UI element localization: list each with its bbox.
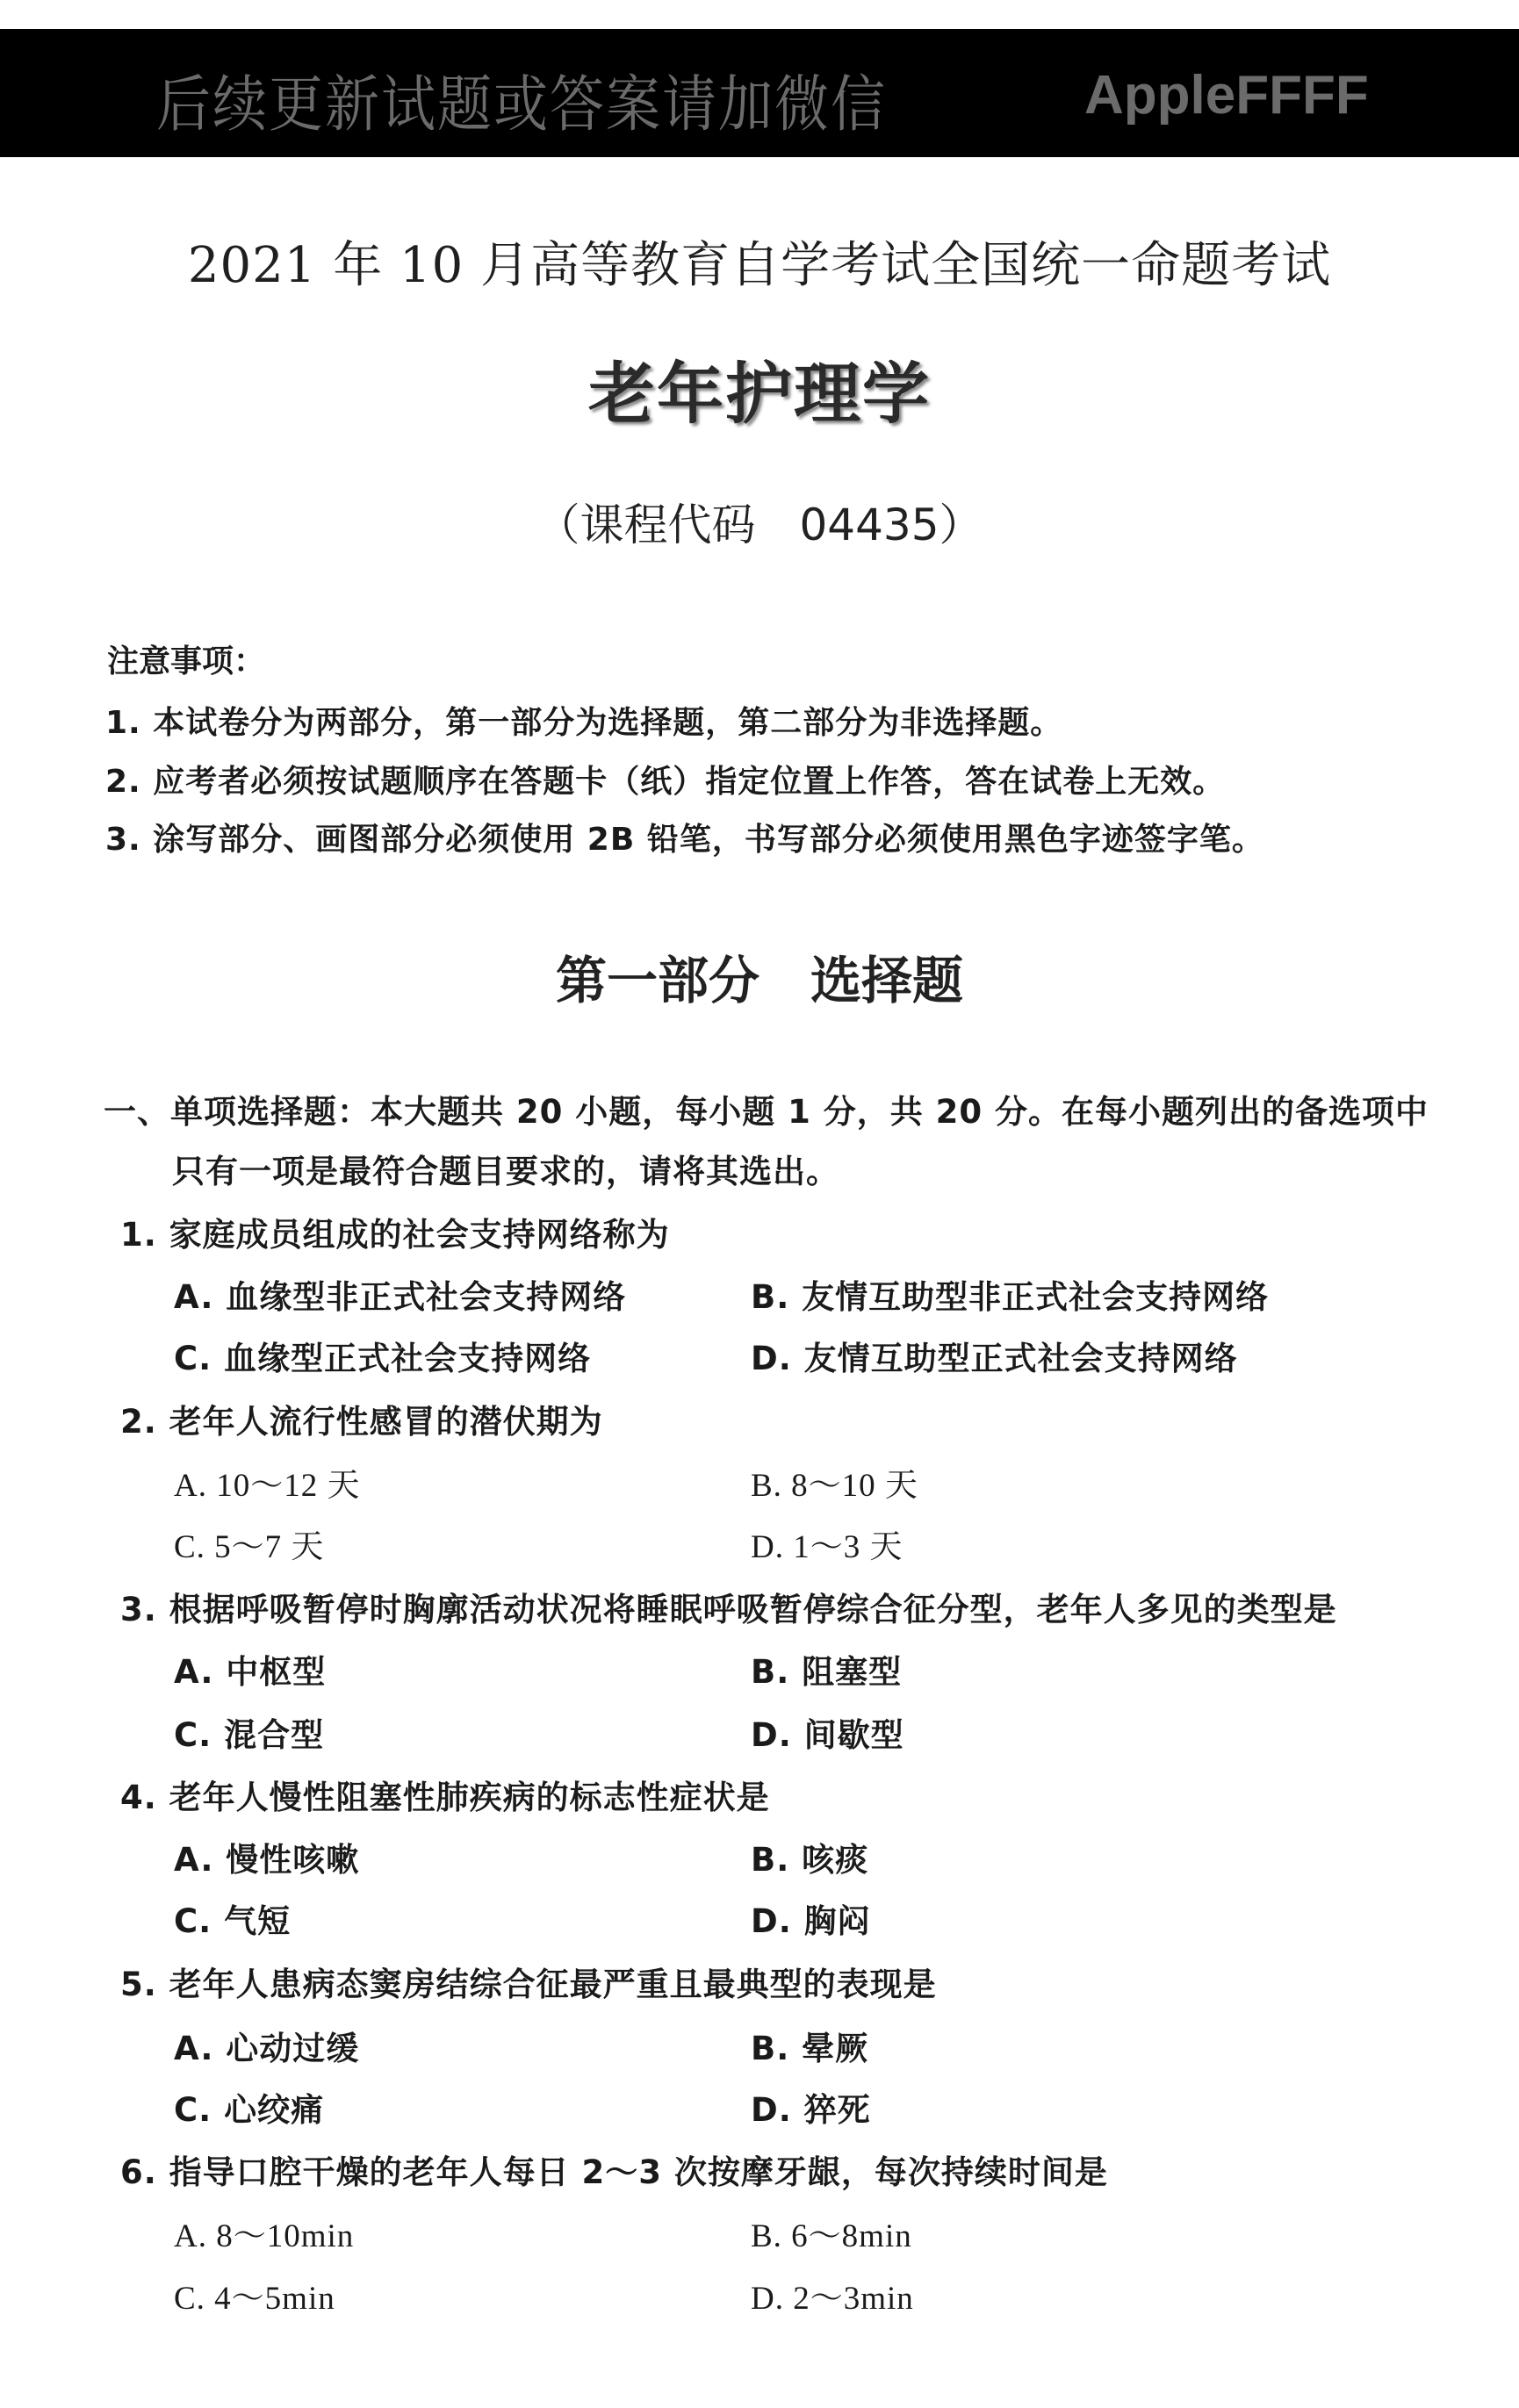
question-stem: 4. 老年人慢性阻塞性肺疾病的标志性症状是	[120, 1779, 770, 1816]
notice-item: 1. 本试卷分为两部分，第一部分为选择题，第二部分为非选择题。	[105, 705, 1063, 741]
option-c: C. 心绞痛	[174, 2091, 325, 2129]
option-d: D. 间歇型	[751, 1716, 904, 1754]
option-b: B. 8～10 天	[751, 1468, 918, 1504]
exam-title: 2021 年 10 月高等教育自学考试全国统一命题考试	[187, 237, 1332, 294]
option-b: B. 友情互助型非正式社会支持网络	[751, 1278, 1270, 1316]
question-stem: 3. 根据呼吸暂停时胸廓活动状况将睡眠呼吸暂停综合征分型，老年人多见的类型是	[120, 1591, 1337, 1628]
wechat-id: AppleFFFF	[1084, 65, 1369, 126]
option-a: A. 心动过缓	[174, 2030, 360, 2067]
option-c: C. 气短	[174, 1902, 292, 1940]
option-a: A. 8～10min	[174, 2218, 355, 2254]
notice-item: 3. 涂写部分、画图部分必须使用 2B 铅笔，书写部分必须使用黑色字迹签字笔。	[105, 822, 1264, 858]
option-d: D. 2～3min	[751, 2281, 914, 2317]
watermark-banner	[0, 29, 1519, 157]
option-d: D. 胸闷	[751, 1902, 871, 1940]
option-b: B. 阻塞型	[751, 1653, 903, 1691]
option-b: B. 咳痰	[751, 1841, 869, 1879]
option-a: A. 慢性咳嗽	[174, 1841, 360, 1879]
option-d: D. 1～3 天	[751, 1529, 903, 1565]
option-c: C. 血缘型正式社会支持网络	[174, 1340, 592, 1377]
option-c: C. 混合型	[174, 1716, 325, 1754]
option-d: D. 猝死	[751, 2091, 871, 2129]
option-d: D. 友情互助型正式社会支持网络	[751, 1340, 1238, 1377]
course-code: （课程代码 04435）	[536, 500, 983, 550]
question-stem: 5. 老年人患病态窦房结综合征最严重且最典型的表现是	[120, 1966, 937, 2003]
section-instructions: 一、单项选择题：本大题共 20 小题，每小题 1 分，共 20 分。在每小题列出的备选项中	[104, 1093, 1429, 1131]
option-c: C. 5～7 天	[174, 1529, 325, 1565]
banner-text: 后续更新试题或答案请加微信	[156, 68, 888, 140]
option-a: A. 血缘型非正式社会支持网络	[174, 1278, 627, 1316]
option-a: A. 10～12 天	[174, 1468, 361, 1504]
option-b: B. 晕厥	[751, 2030, 869, 2067]
option-b: B. 6～8min	[751, 2218, 912, 2254]
question-stem: 1. 家庭成员组成的社会支持网络称为	[120, 1216, 670, 1254]
question-stem: 2. 老年人流行性感冒的潜伏期为	[120, 1403, 603, 1441]
option-a: A. 中枢型	[174, 1653, 327, 1691]
subject-title: 老年护理学	[588, 355, 931, 433]
option-c: C. 4～5min	[174, 2281, 335, 2317]
notice-item: 2. 应考者必须按试题顺序在答题卡（纸）指定位置上作答，答在试卷上无效。	[105, 764, 1226, 800]
part-title: 第一部分 选择题	[555, 951, 963, 1010]
notice-heading: 注意事项：	[107, 643, 266, 679]
section-instructions: 只有一项是最符合题目要求的，请将其选出。	[172, 1153, 839, 1190]
question-stem: 6. 指导口腔干燥的老年人每日 2～3 次按摩牙龈，每次持续时间是	[120, 2153, 1108, 2191]
